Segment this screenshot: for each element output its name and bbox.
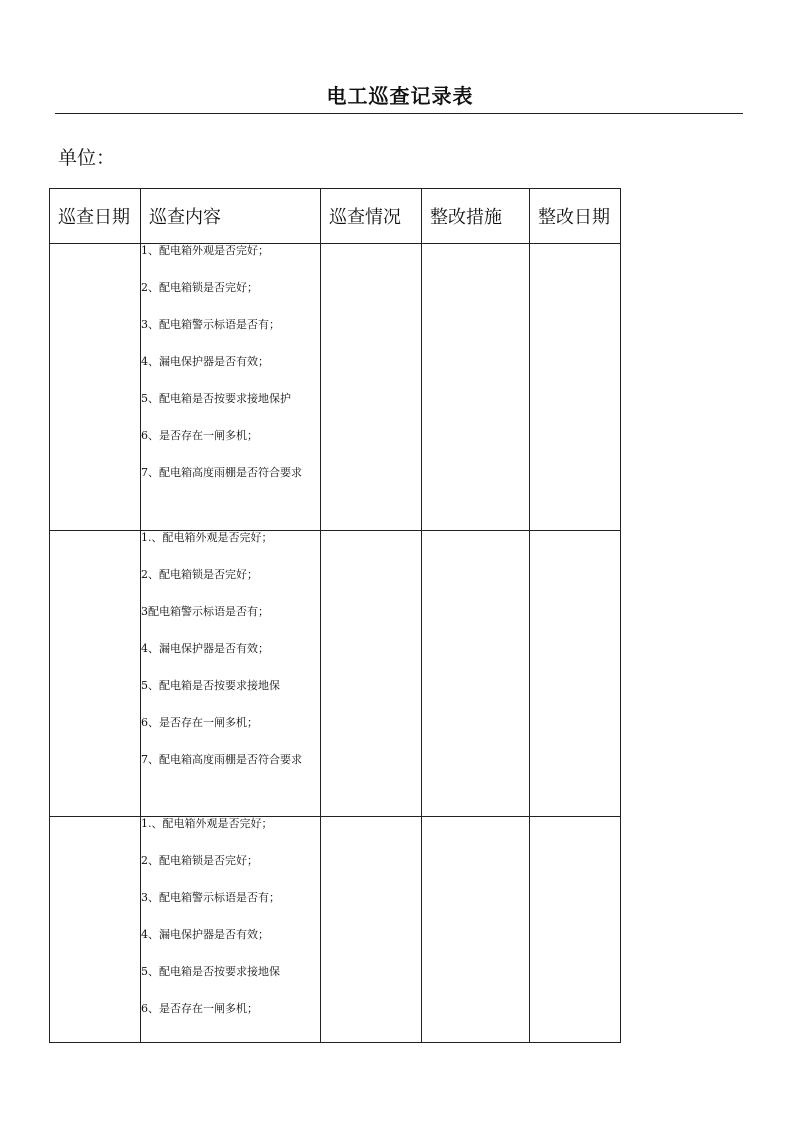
checklist-item: 4、漏电保护器是否有效；: [141, 928, 269, 941]
checklist-item: 2、配电箱锁是否完好；: [141, 281, 258, 294]
header-inspection-date: 巡查日期: [50, 189, 141, 244]
header-inspection-content: 巡查内容: [141, 189, 321, 244]
checklist-item: 5、配电箱是否按要求接地保: [141, 965, 280, 978]
checklist-item: 4、漏电保护器是否有效；: [141, 642, 269, 655]
checklist-item: 1、配电箱外观是否完好；: [141, 244, 269, 257]
inspection-content-cell: [141, 817, 321, 1043]
checklist-item: 5、配电箱是否按要求接地保护: [141, 392, 291, 405]
inspection-status-cell[interactable]: [321, 244, 422, 531]
checklist-item: 4、漏电保护器是否有效；: [141, 355, 269, 368]
checklist-item: 5、配电箱是否按要求接地保: [141, 679, 280, 692]
inspection-content-cell: [141, 244, 321, 531]
checklist-item: 2、配电箱锁是否完好；: [141, 854, 258, 867]
rectification-measures-cell[interactable]: [422, 531, 530, 817]
checklist-item: 6、是否存在一闸多机；: [141, 716, 258, 729]
checklist-item: 3、配电箱警示标语是否有；: [141, 891, 280, 904]
rectification-date-cell[interactable]: [530, 531, 621, 817]
checklist-item: 3、配电箱警示标语是否有；: [141, 318, 280, 331]
checklist-item: 1.、配电箱外观是否完好；: [141, 531, 273, 544]
title-underline: [55, 113, 743, 114]
inspection-status-cell[interactable]: [321, 817, 422, 1043]
table-row: [50, 817, 621, 1043]
checklist-item: 6、是否存在一闸多机；: [141, 1002, 258, 1015]
table-row: [50, 244, 621, 531]
inspection-content-cell: [141, 531, 321, 817]
document-title: 电工巡查记录表: [326, 84, 474, 108]
header-inspection-status: 巡查情况: [321, 189, 422, 244]
header-rectification-date: 整改日期: [530, 189, 621, 244]
rectification-date-cell[interactable]: [530, 244, 621, 531]
rectification-date-cell[interactable]: [530, 817, 621, 1043]
rectification-measures-cell[interactable]: [422, 817, 530, 1043]
unit-label: 单位：: [58, 147, 116, 169]
checklist-item: 1.、配电箱外观是否完好；: [141, 817, 273, 830]
inspection-date-cell[interactable]: [50, 244, 141, 531]
table-header-row: [50, 189, 621, 244]
checklist-item: 6、是否存在一闸多机；: [141, 429, 258, 442]
inspection-date-cell[interactable]: [50, 817, 141, 1043]
header-rectification-measures: 整改措施: [422, 189, 530, 244]
table-row: [50, 531, 621, 817]
checklist-item: 2、配电箱锁是否完好；: [141, 568, 258, 581]
checklist-item: 3配电箱警示标语是否有；: [141, 605, 269, 618]
checklist-item: 7、配电箱高度雨棚是否符合要求: [141, 466, 302, 479]
inspection-status-cell[interactable]: [321, 531, 422, 817]
inspection-date-cell[interactable]: [50, 531, 141, 817]
rectification-measures-cell[interactable]: [422, 244, 530, 531]
inspection-table: [49, 188, 621, 1043]
checklist-item: 7、配电箱高度雨棚是否符合要求: [141, 753, 302, 766]
